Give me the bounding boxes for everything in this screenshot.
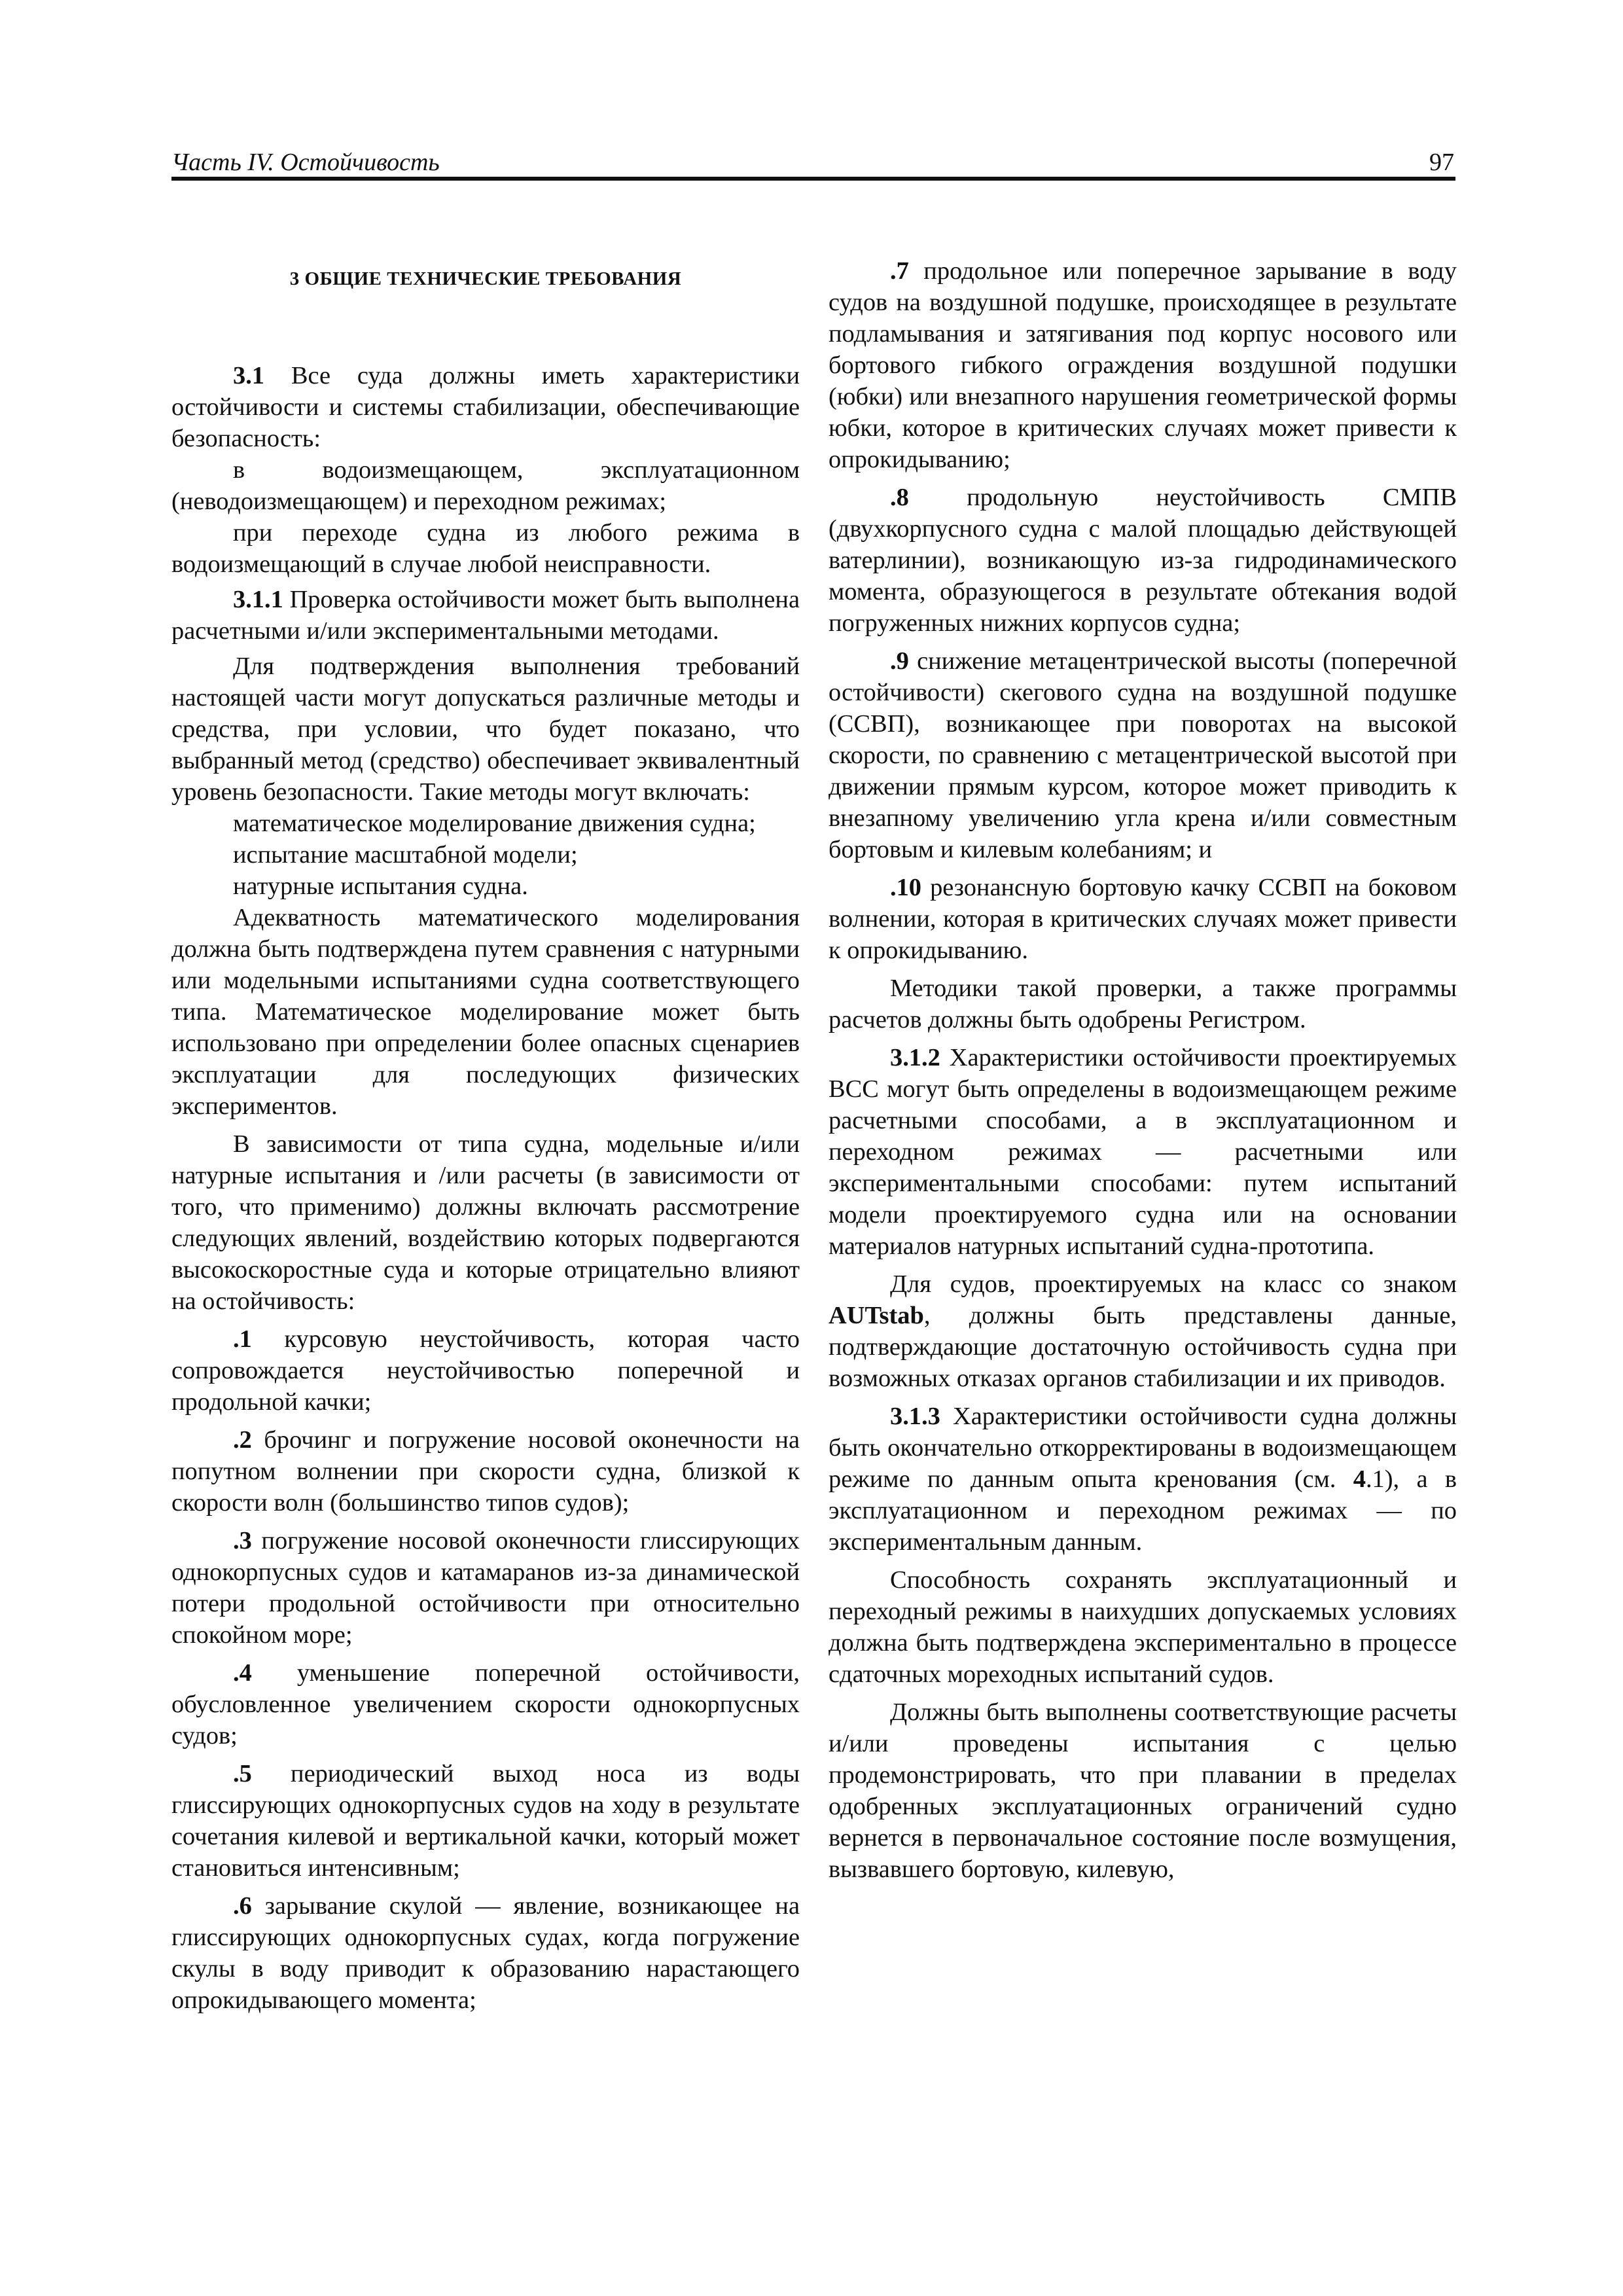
item-number: .7 — [890, 257, 909, 285]
cross-reference: 4 — [1353, 1465, 1366, 1493]
page-number: 97 — [1429, 149, 1454, 176]
right-column — [829, 255, 1457, 1892]
paragraph-text: .1), а в эксплуатационном и переходном режимах — по экспериментальным данным. — [829, 1465, 1457, 1556]
paragraph — [829, 1564, 1457, 1690]
item-number: .9 — [890, 647, 909, 675]
paragraph — [171, 651, 800, 808]
list-item-2 — [171, 1424, 800, 1518]
item-number: .2 — [233, 1426, 252, 1454]
paragraph-text: Для подтверждения выполнения требований настоящей части могут допускаться различные методы и средства, при условии, что будет показано, что выбранный метод (средство) обеспечивает эквивалентный уровень безопасности. Такие методы могут включать: — [171, 653, 800, 806]
list-item — [171, 808, 800, 839]
list-item-8 — [829, 482, 1457, 639]
item-number: .8 — [890, 484, 909, 511]
paragraph-text: продольную неустойчивость СМПВ (двухкорпусного судна с малой площадью действующей ватерлинии), возникающую из-за гидродинамического момента, образующегося в результате обтекания водой погруженных нижних корпусов судна; — [829, 484, 1457, 637]
list-item-10 — [829, 872, 1457, 966]
item-number: .3 — [233, 1527, 252, 1554]
paragraph-text: испытание масштабной модели; — [233, 841, 578, 869]
left-column — [171, 255, 800, 2022]
paragraph-text: натурные испытания судна. — [233, 872, 528, 900]
clause-number: 3.1.3 — [890, 1403, 940, 1430]
paragraph-text: брочинг и погружение носовой оконечности на попутном волнении при скорости судна, близкой к скорости волн (большинство типов судов); — [171, 1426, 800, 1516]
list-item-6 — [171, 1890, 800, 2016]
paragraph-3-1-1 — [171, 584, 800, 647]
paragraph-autstab — [829, 1268, 1457, 1394]
item-number: .1 — [233, 1325, 252, 1353]
paragraph-text: снижение метацентрической высоты (поперечной остойчивости) скегового судна на воздушной подушке (ССВП), возникающее при поворотах на высокой скорости, по сравнению с метацентрической высотой при движении прямым курсом, которое может приводить к внезапному увеличению угла крена и/или совместным бортовым и килевым колебаниям; и — [829, 647, 1457, 863]
paragraph — [171, 1128, 800, 1317]
paragraph-text: математическое моделирование движения судна; — [233, 810, 756, 837]
paragraph — [171, 517, 800, 580]
clause-number: 3.1 — [233, 362, 264, 389]
paragraph-text: Проверка остойчивости может быть выполнена расчетными и/или экспериментальными методами. — [171, 586, 800, 645]
paragraph-text: Характеристики остойчивости судна должны быть окончательно откорректированы в водоизмещающем режиме по данным опыта кренования (см. — [829, 1403, 1457, 1493]
item-number: .4 — [233, 1659, 252, 1687]
paragraph-text: Адекватность математического моделирования должна быть подтверждена путем сравнения с натурными или модельными испытаниями судна соответствующего типа. Математическое моделирование может быть использовано при определении более опасных сценариев эксплуатации для последующих физических экспериментов. — [171, 904, 800, 1120]
paragraph-text: В зависимости от типа судна, модельные и/или натурные испытания и /или расчеты (в зависимости от того, что применимо) должны включать рассмотрение следующих явлений, воздействию которых подвергаются высокоскоростные суда и которые отрицательно влияют на остойчивость: — [171, 1130, 800, 1315]
paragraph-text: периодический выход носа из воды глиссирующих однокорпусных судов на ходу в результате сочетания килевой и вертикальной качки, который может становиться интенсивным; — [171, 1760, 800, 1882]
list-item — [171, 839, 800, 870]
list-item — [171, 870, 800, 902]
paragraph — [171, 902, 800, 1122]
paragraph-text: при переходе судна из любого режима в водоизмещающий в случае любой неисправности. — [171, 519, 800, 578]
clause-number: 3.1.1 — [233, 586, 283, 613]
section-title: 3 ОБЩИЕ ТЕХНИЧЕСКИЕ ТРЕБОВАНИЯ — [289, 268, 682, 289]
paragraph — [829, 973, 1457, 1035]
list-item-4 — [171, 1657, 800, 1751]
paragraph-text: Все суда должны иметь характеристики остойчивости и системы стабилизации, обеспечивающие безопасность: — [171, 362, 800, 452]
paragraph-text: в водоизмещающем, эксплуатационном (неводоизмещающем) и переходном режимах; — [171, 456, 800, 515]
paragraph-3-1-2 — [829, 1042, 1457, 1262]
item-number: .10 — [890, 874, 921, 901]
header-rule — [171, 177, 1455, 181]
list-item-9 — [829, 645, 1457, 865]
paragraph-text: продольное или поперечное зарывание в воду судов на воздушной подушке, происходящее в результате подламывания и затягивания под корпус носового или бортового гибкого ограждения воздушной подушки (юбки) или внезапного нарушения геометрической формы юбки, которое в критических случаях может привести к опрокидыванию; — [829, 257, 1457, 473]
paragraph-text: Методики такой проверки, а также программы расчетов должны быть одобрены Регистром. — [829, 975, 1457, 1033]
list-item-7 — [829, 255, 1457, 475]
paragraph-text: погружение носовой оконечности глиссирующих однокорпусных судов и катамаранов из-за динамической потери продольной остойчивости при относительно спокойном море; — [171, 1527, 800, 1649]
paragraph-text: Должны быть выполнены соответствующие расчеты и/или проведены испытания с целью продемонстрировать, что при плавании в пределах одобренных эксплуатационных ограничений судно вернется в первоначальное состояние после возмущения, вызвавшего бортовую, килевую, — [829, 1698, 1457, 1883]
item-number: .6 — [233, 1892, 252, 1920]
paragraph-text: резонансную бортовую качку ССВП на боковом волнении, которая в критических случаях может привести к опрокидыванию. — [829, 874, 1457, 964]
paragraph-text: , должны быть представлены данные, подтверждающие достаточную остойчивость судна при возможных отказах органов стабилизации и их приводов. — [829, 1302, 1457, 1392]
list-item-3 — [171, 1525, 800, 1651]
paragraph-text: Для судов, проектируемых на класс со знаком — [890, 1270, 1457, 1298]
paragraph — [171, 454, 800, 517]
clause-number: 3.1.2 — [890, 1044, 940, 1071]
page-header — [171, 145, 1454, 179]
list-item-1 — [171, 1323, 800, 1418]
paragraph-text: уменьшение поперечной остойчивости, обусловленное увеличением скорости однокорпусных судов; — [171, 1659, 800, 1749]
list-item-5 — [171, 1758, 800, 1884]
paragraph-text: Способность сохранять эксплуатационный и переходный режимы в наихудших допускаемых условиях должна быть подтверждена экспериментально в процессе сдаточных мореходных испытаний судов. — [829, 1566, 1457, 1688]
paragraph-text: курсовую неустойчивость, которая часто сопровождается неустойчивостью поперечной и продольной качки; — [171, 1325, 800, 1416]
paragraph — [829, 1696, 1457, 1885]
running-title: Часть IV. Остойчивость — [171, 149, 440, 176]
paragraph-3-1-3 — [829, 1401, 1457, 1558]
paragraph-text: зарывание скулой — явление, возникающее на глиссирующих однокорпусных судах, когда погружение скулы в воду приводит к образованию нарастающего опрокидывающего момента; — [171, 1892, 800, 2014]
class-notation: AUTstab — [829, 1302, 924, 1329]
paragraph-3-1 — [171, 360, 800, 454]
paragraph-text: Характеристики остойчивости проектируемых ВСС могут быть определены в водоизмещающем режиме расчетными способами, а в эксплуатационном и переходном режимах — расчетными или экспериментальными способами: путем испытаний модели проектируемого судна или на основании материалов натурных испытаний судна-прототипа. — [829, 1044, 1457, 1260]
item-number: .5 — [233, 1760, 252, 1787]
